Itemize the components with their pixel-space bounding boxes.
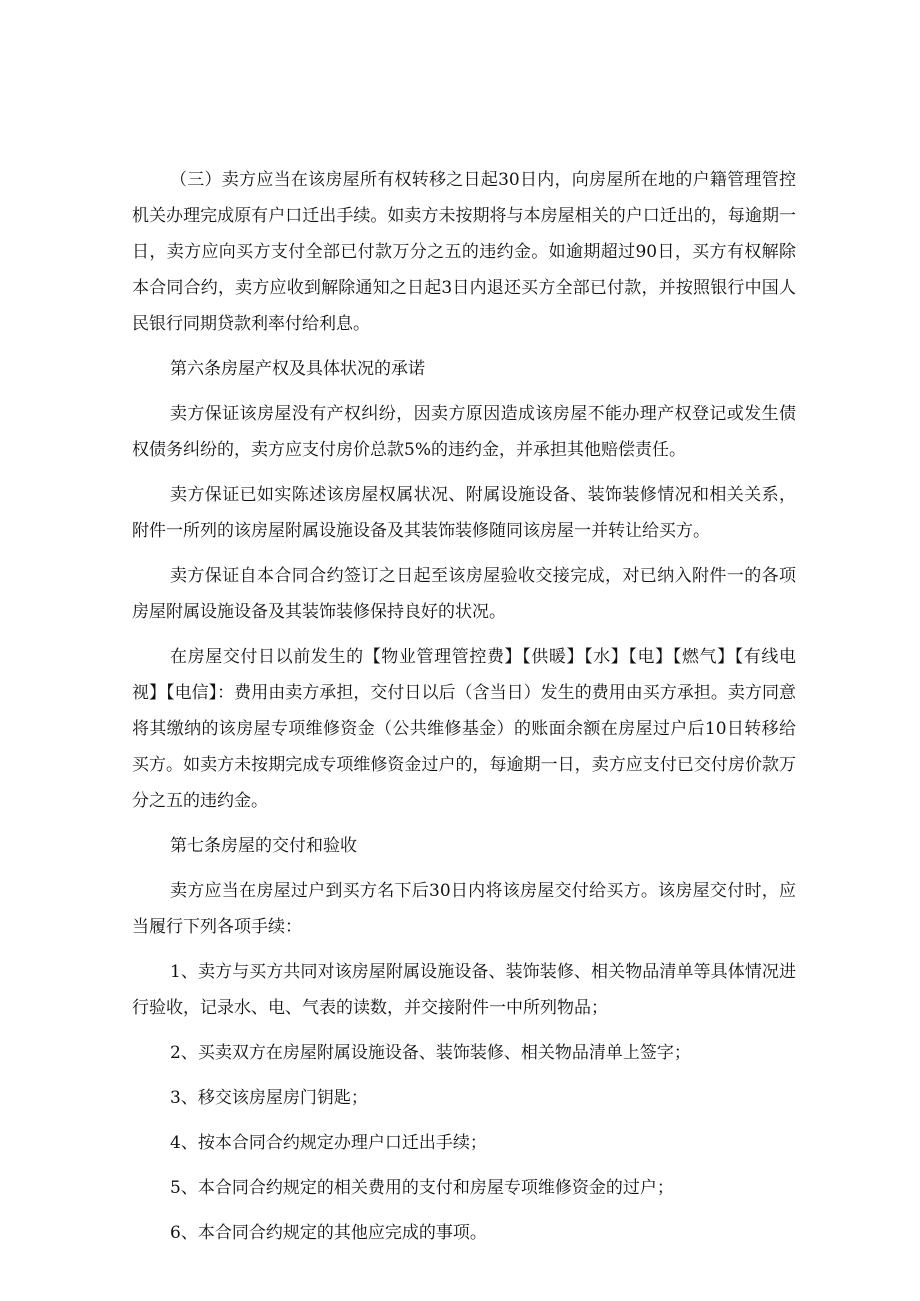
list-item-4: 4、按本合同合约规定办理户口迁出手续；: [170, 1133, 487, 1153]
article-7-heading: 第七条房屋的交付和验收: [170, 836, 357, 856]
list-item-1: 1、卖方与买方共同对该房屋附属设施设备、装饰装修、相关物品清单等具体情况进行验收，记录水、电、气表的读数，并交接附件一中所列物品；: [132, 962, 796, 1018]
article-6-paragraph-4: 在房屋交付日以前发生的【物业管理管控费】【供暖】【水】【电】【燃气】【有线电视】【电信】：费用由卖方承担，交付日以后（含当日）发生的费用由买方承担。卖方同意将其缴纳的该房屋专项维修资金（公共维修基金）的账面余额在房屋过户后10日转移给买方。如卖方未按期完成专项维修资金过户的，每逾期一日，卖方应支付已交付房价款万分之五的违约金。: [132, 647, 796, 811]
list-item-3: 3、移交该房屋房门钥匙；: [170, 1088, 368, 1108]
list-item-2: 2、买卖双方在房屋附属设施设备、装饰装修、相关物品清单上签字；: [170, 1043, 691, 1063]
list-item-5: 5、本合同合约规定的相关费用的支付和房屋专项维修资金的过户；: [170, 1178, 674, 1198]
article-7-paragraph-1: 卖方应当在房屋过户到买方名下后30日内将该房屋交付给买方。该房屋交付时，应当履行下列各项手续：: [132, 881, 796, 937]
article-6-heading: 第六条房屋产权及具体状况的承诺: [170, 359, 425, 379]
article-6-paragraph-3: 卖方保证自本合同合约签订之日起至该房屋验收交接完成，对已纳入附件一的各项房屋附属设施设备及其装饰装修保持良好的状况。: [132, 566, 796, 622]
article-6-paragraph-1: 卖方保证该房屋没有产权纠纷，因卖方原因造成该房屋不能办理产权登记或发生债权债务纠纷的，卖方应支付房价总款5%的违约金，并承担其他赔偿责任。: [132, 404, 796, 460]
clause-3-paragraph: （三）卖方应当在该房屋所有权转移之日起30日内，向房屋所在地的户籍管理管控机关办理完成原有户口迁出手续。如卖方未按期将与本房屋相关的户口迁出的，每逾期一日，卖方应向买方支付全部已付款万分之五的违约金。如逾期超过90日，买方有权解除本合同合约，卖方应收到解除通知之日起3日内退还买方全部已付款，并按照银行中国人民银行同期贷款利率付给利息。: [132, 170, 796, 334]
list-item-6: 6、本合同合约规定的其他应完成的事项。: [170, 1223, 487, 1243]
article-6-paragraph-2: 卖方保证已如实陈述该房屋权属状况、附属设施设备、装饰装修情况和相关关系，附件一所列的该房屋附属设施设备及其装饰装修随同该房屋一并转让给买方。: [132, 485, 796, 541]
document-body: [132, 162, 796, 1260]
